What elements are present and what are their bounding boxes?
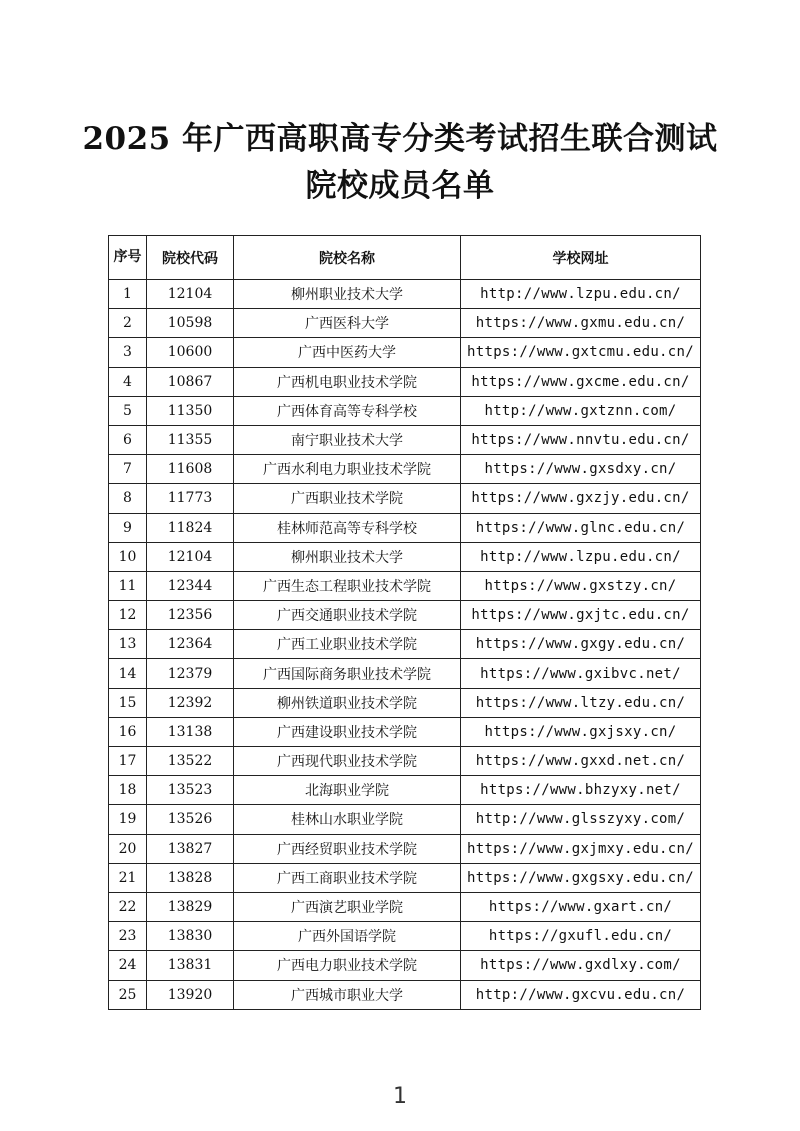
cell-serial-number: 3 [109,338,147,367]
table-row [109,630,701,659]
cell-institution-code: 13920 [147,980,234,1009]
table-row [109,367,701,396]
cell-school-website[interactable]: http://www.glsszyxy.com/ [461,805,701,834]
table-row [109,571,701,600]
cell-institution-name: 柳州铁道职业技术学院 [234,688,461,717]
table-row [109,542,701,571]
cell-school-website[interactable]: https://www.gxjtc.edu.cn/ [461,601,701,630]
cell-institution-name: 广西机电职业技术学院 [234,367,461,396]
table-row [109,601,701,630]
cell-serial-number: 15 [109,688,147,717]
cell-serial-number: 6 [109,425,147,454]
table-row [109,280,701,309]
cell-school-website[interactable]: https://www.bhzyxy.net/ [461,776,701,805]
table-row [109,951,701,980]
cell-school-website[interactable]: https://www.gxdlxy.com/ [461,951,701,980]
header-serial-number: 序号 [109,236,147,280]
cell-institution-name: 广西国际商务职业技术学院 [234,659,461,688]
cell-institution-name: 广西工商职业技术学院 [234,863,461,892]
table-row [109,922,701,951]
cell-institution-code: 12364 [147,630,234,659]
cell-serial-number: 12 [109,601,147,630]
cell-institution-name: 柳州职业技术大学 [234,280,461,309]
cell-serial-number: 17 [109,747,147,776]
cell-serial-number: 20 [109,834,147,863]
cell-institution-name: 广西职业技术学院 [234,484,461,513]
cell-institution-name: 广西城市职业大学 [234,980,461,1009]
cell-institution-name: 广西电力职业技术学院 [234,951,461,980]
cell-institution-code: 11773 [147,484,234,513]
cell-institution-code: 13830 [147,922,234,951]
header-institution-code: 院校代码 [147,236,234,280]
cell-school-website[interactable]: https://www.gxibvc.net/ [461,659,701,688]
table-row [109,484,701,513]
cell-institution-name: 桂林师范高等专科学校 [234,513,461,542]
table-row [109,717,701,746]
cell-institution-code: 12356 [147,601,234,630]
cell-institution-name: 广西现代职业技术学院 [234,747,461,776]
cell-serial-number: 18 [109,776,147,805]
cell-institution-code: 13828 [147,863,234,892]
cell-school-website[interactable]: https://www.glnc.edu.cn/ [461,513,701,542]
table-row [109,980,701,1009]
cell-institution-name: 广西外国语学院 [234,922,461,951]
cell-institution-code: 11350 [147,396,234,425]
table-row [109,309,701,338]
cell-institution-name: 广西生态工程职业技术学院 [234,571,461,600]
cell-school-website[interactable]: https://www.gxart.cn/ [461,892,701,921]
cell-institution-name: 广西中医药大学 [234,338,461,367]
cell-institution-code: 13526 [147,805,234,834]
cell-institution-name: 广西交通职业技术学院 [234,601,461,630]
cell-serial-number: 7 [109,455,147,484]
cell-school-website[interactable]: https://www.gxtcmu.edu.cn/ [461,338,701,367]
table-row [109,892,701,921]
cell-serial-number: 10 [109,542,147,571]
cell-institution-code: 13522 [147,747,234,776]
cell-school-website[interactable]: https://www.gxstzy.cn/ [461,571,701,600]
cell-school-website[interactable]: http://www.lzpu.edu.cn/ [461,542,701,571]
table-row [109,338,701,367]
cell-institution-code: 11355 [147,425,234,454]
cell-serial-number: 24 [109,951,147,980]
cell-institution-name: 广西演艺职业学院 [234,892,461,921]
cell-school-website[interactable]: https://www.gxjsxy.cn/ [461,717,701,746]
cell-serial-number: 22 [109,892,147,921]
cell-serial-number: 14 [109,659,147,688]
cell-institution-name: 广西水利电力职业技术学院 [234,455,461,484]
cell-institution-code: 13831 [147,951,234,980]
page-number: 1 [393,1084,407,1109]
cell-school-website[interactable]: https://gxufl.edu.cn/ [461,922,701,951]
cell-school-website[interactable]: https://www.gxzjy.edu.cn/ [461,484,701,513]
cell-school-website[interactable]: https://www.nnvtu.edu.cn/ [461,425,701,454]
cell-institution-name: 柳州职业技术大学 [234,542,461,571]
cell-institution-name: 广西医科大学 [234,309,461,338]
cell-school-website[interactable]: https://www.gxmu.edu.cn/ [461,309,701,338]
cell-institution-code: 12392 [147,688,234,717]
document-title-line2: 院校成员名单 [305,168,495,204]
cell-serial-number: 21 [109,863,147,892]
table-header-row [109,236,701,280]
table-row [109,396,701,425]
cell-institution-name: 广西经贸职业技术学院 [234,834,461,863]
cell-institution-code: 12104 [147,280,234,309]
cell-institution-name: 广西建设职业技术学院 [234,717,461,746]
cell-serial-number: 9 [109,513,147,542]
cell-serial-number: 19 [109,805,147,834]
table-row [109,776,701,805]
cell-serial-number: 8 [109,484,147,513]
document-title-line1: 2025 年广西高职高专分类考试招生联合测试 [82,121,718,157]
cell-school-website[interactable]: https://www.gxsdxy.cn/ [461,455,701,484]
cell-institution-code: 12344 [147,571,234,600]
cell-school-website[interactable]: https://www.gxcme.edu.cn/ [461,367,701,396]
cell-institution-name: 广西体育高等专科学校 [234,396,461,425]
table-row [109,805,701,834]
cell-school-website[interactable]: http://www.gxtznn.com/ [461,396,701,425]
table-row [109,834,701,863]
member-institutions-table [108,235,701,1010]
table-row [109,688,701,717]
cell-serial-number: 16 [109,717,147,746]
cell-serial-number: 11 [109,571,147,600]
cell-institution-name: 南宁职业技术大学 [234,425,461,454]
header-school-website: 学校网址 [461,236,701,280]
header-institution-name: 院校名称 [234,236,461,280]
cell-school-website[interactable]: https://www.ltzy.edu.cn/ [461,688,701,717]
table-body [109,280,701,1010]
cell-institution-name: 桂林山水职业学院 [234,805,461,834]
cell-institution-code: 10600 [147,338,234,367]
cell-serial-number: 13 [109,630,147,659]
cell-school-website[interactable]: http://www.lzpu.edu.cn/ [461,280,701,309]
cell-school-website[interactable]: https://www.gxgy.edu.cn/ [461,630,701,659]
cell-serial-number: 5 [109,396,147,425]
cell-institution-name: 广西工业职业技术学院 [234,630,461,659]
cell-institution-code: 12104 [147,542,234,571]
cell-institution-code: 12379 [147,659,234,688]
cell-institution-code: 10598 [147,309,234,338]
cell-institution-code: 13827 [147,834,234,863]
cell-institution-code: 11608 [147,455,234,484]
table-row [109,863,701,892]
cell-serial-number: 1 [109,280,147,309]
table-row [109,659,701,688]
cell-school-website[interactable]: http://www.gxcvu.edu.cn/ [461,980,701,1009]
cell-school-website[interactable]: https://www.gxgsxy.edu.cn/ [461,863,701,892]
cell-serial-number: 2 [109,309,147,338]
cell-serial-number: 4 [109,367,147,396]
table-row [109,747,701,776]
cell-institution-code: 13523 [147,776,234,805]
cell-school-website[interactable]: https://www.gxjmxy.edu.cn/ [461,834,701,863]
cell-institution-code: 13138 [147,717,234,746]
table-row [109,455,701,484]
table-row [109,425,701,454]
cell-institution-name: 北海职业学院 [234,776,461,805]
cell-school-website[interactable]: https://www.gxxd.net.cn/ [461,747,701,776]
cell-serial-number: 23 [109,922,147,951]
cell-institution-code: 11824 [147,513,234,542]
cell-serial-number: 25 [109,980,147,1009]
cell-institution-code: 13829 [147,892,234,921]
table-row [109,513,701,542]
cell-institution-code: 10867 [147,367,234,396]
